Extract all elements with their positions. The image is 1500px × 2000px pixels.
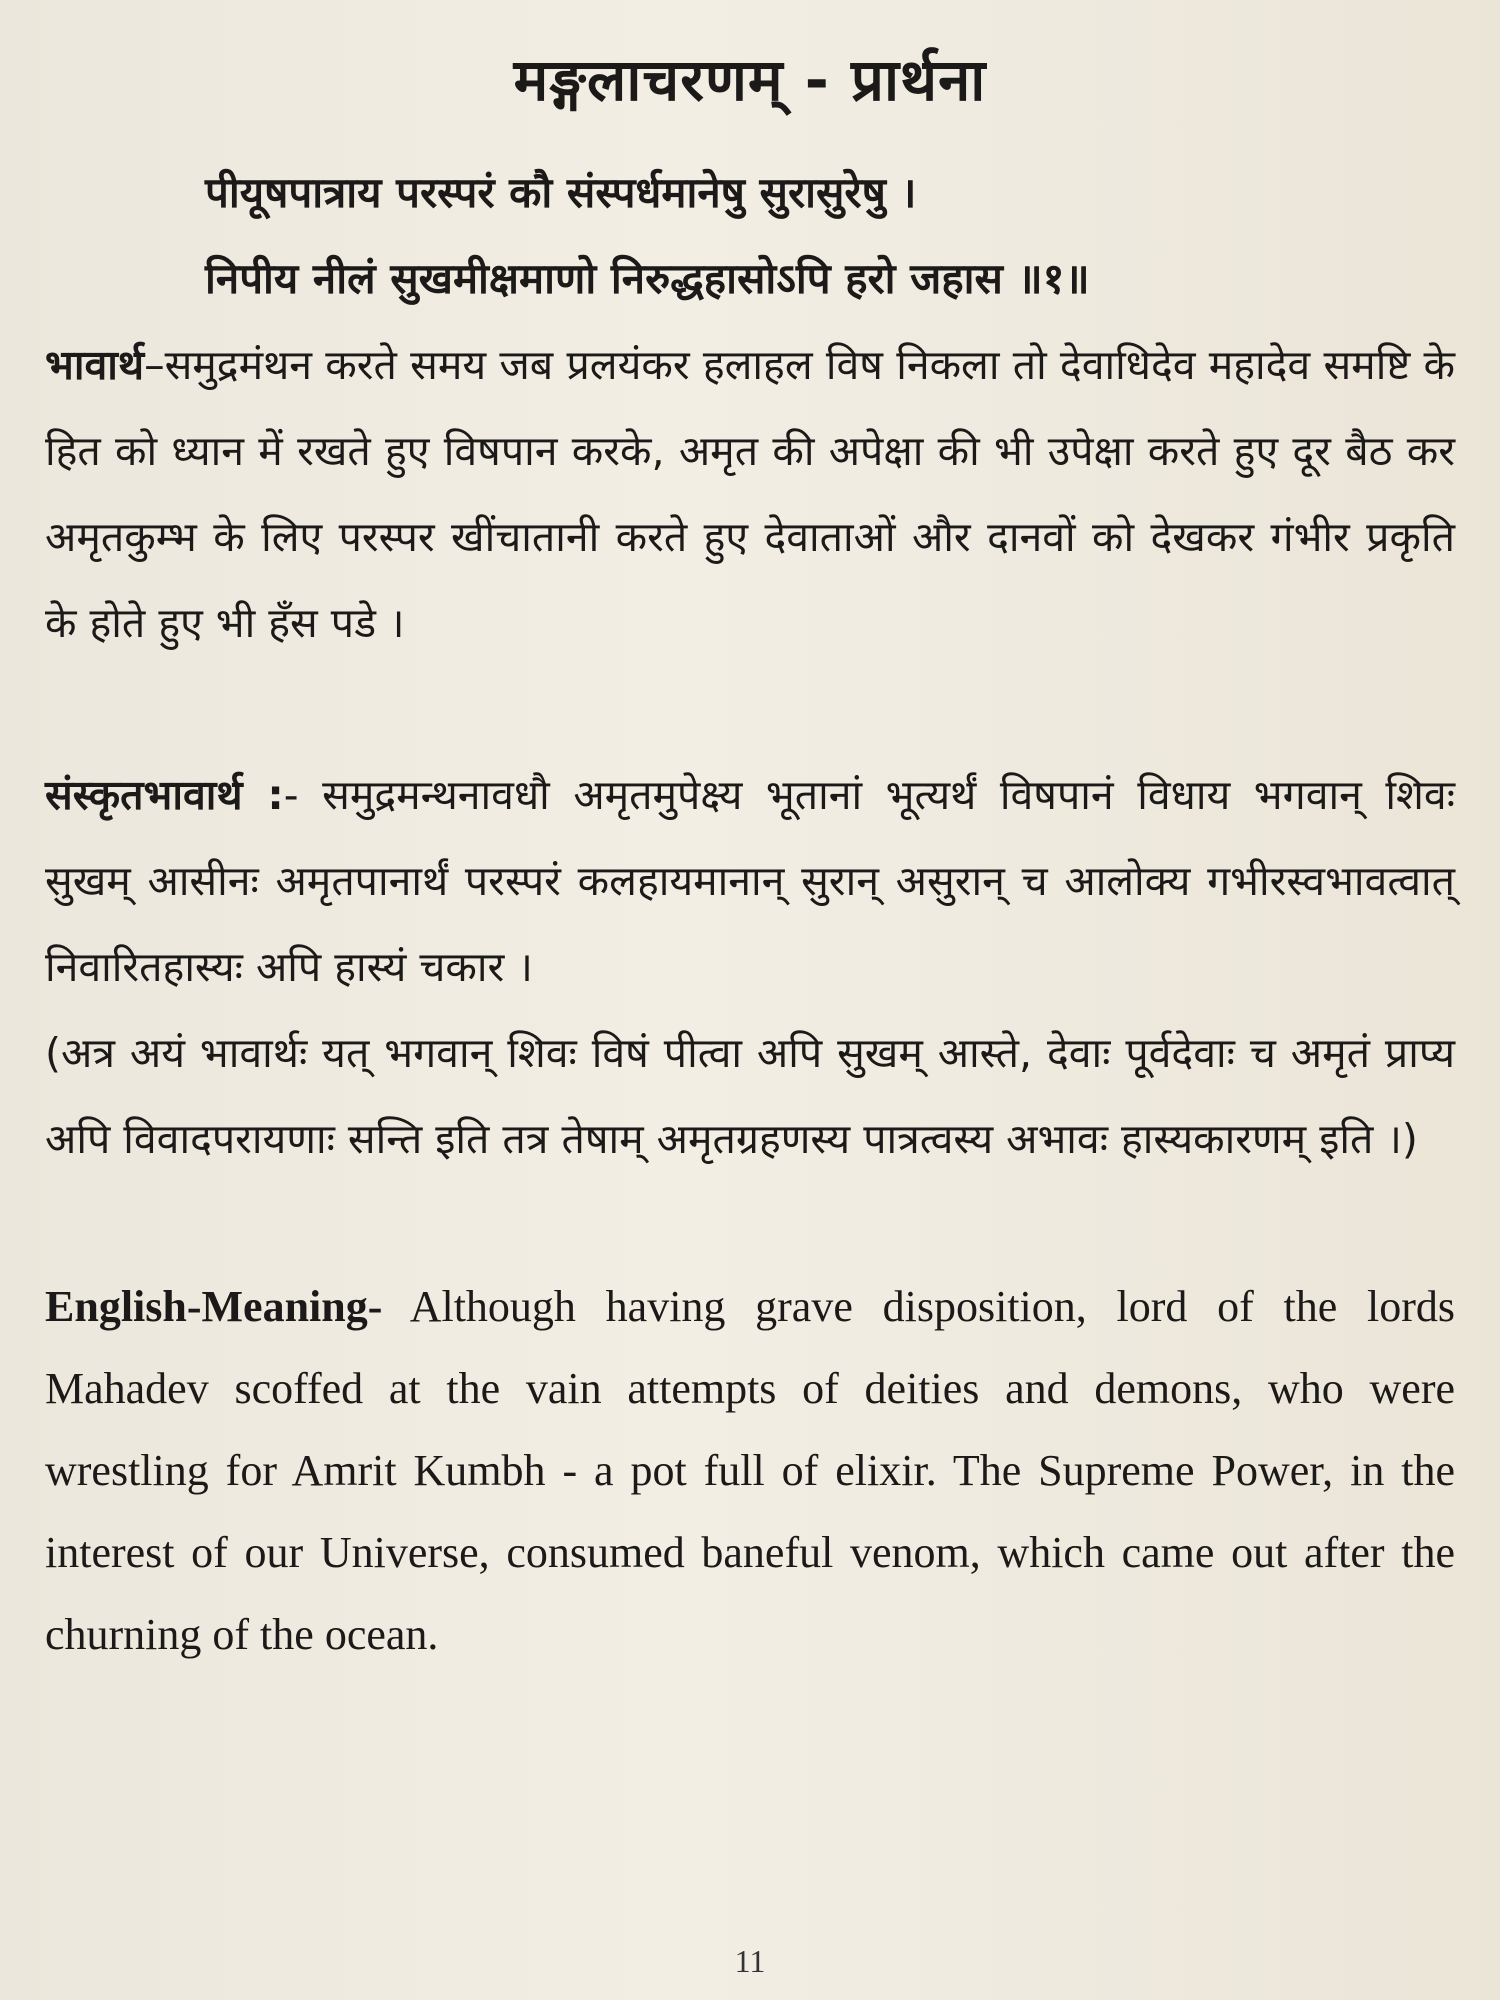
hindi-meaning-label: भावार्थ bbox=[45, 341, 145, 389]
verse-block bbox=[45, 150, 1455, 322]
verse-line-2: निपीय नीलं सुखमीक्षमाणो निरुद्धहासोऽपि हरो जहास ॥१॥ bbox=[205, 254, 1090, 303]
page-number: 11 bbox=[734, 1943, 766, 1979]
verse-line-1: पीयूषपात्राय परस्परं कौ संस्पर्धमानेषु सुरासुरेषु । bbox=[205, 168, 917, 217]
sanskrit-meaning bbox=[45, 752, 1455, 1010]
sanskrit-meaning-text: - समुद्रमन्थनावधौ अमृतमुपेक्ष्य भूतानां भूत्यर्थं विषपानं विधाय भगवान् शिवः सुखम् आसीनः अमृतपानार्थं परस्परं कलहायमानान् सुरान् असुरान् च आलोक्य गभीरस्वभावत्वात् निवारितहास्यः अपि हास्यं चकार । bbox=[45, 771, 1455, 991]
sanskrit-note: (अत्र अयं भावार्थः यत् भगवान् शिवः विषं पीत्वा अपि सुखम् आस्ते, देवाः पूर्वदेवाः च अमृतं प्राप्य अपि विवादपरायणाः सन्ति इति तत्र तेषाम् अमृतग्रहणस्य पात्रत्वस्य अभावः हास्यकारणम् इति ।) bbox=[45, 1029, 1455, 1163]
hindi-meaning-text: –समुद्रमंथन करते समय जब प्रलयंकर हलाहल विष निकला तो देवाधिदेव महादेव समष्टि के हित को ध्यान में रखते हुए विषपान करके, अमृत की अपेक्षा की भी उपेक्षा करते हुए दूर बैठ कर अमृतकुम्भ के लिए परस्पर खींचातानी करते हुए देवाताओं और दानवों को देखकर गंभीर प्रकृति के होते हुए भी हँस पडे । bbox=[45, 341, 1455, 647]
english-meaning bbox=[45, 1266, 1455, 1676]
english-meaning-label: English-Meaning- bbox=[45, 1282, 383, 1331]
hindi-meaning bbox=[45, 322, 1455, 666]
english-meaning-text: Although having grave disposition, lord of the lords Mahadev scoffed at the vain attempts of deities and demons, who were wrestling for Amrit Kumbh - a pot full of elixir. The Supreme Power, in the interest of our Universe, consumed baneful venom, which came out after the churning of the ocean. bbox=[45, 1282, 1455, 1659]
page-title: मङ्गलाचरणम् - प्रार्थना bbox=[513, 46, 987, 114]
sanskrit-meaning-label: संस्कृतभावार्थ : bbox=[45, 771, 284, 819]
